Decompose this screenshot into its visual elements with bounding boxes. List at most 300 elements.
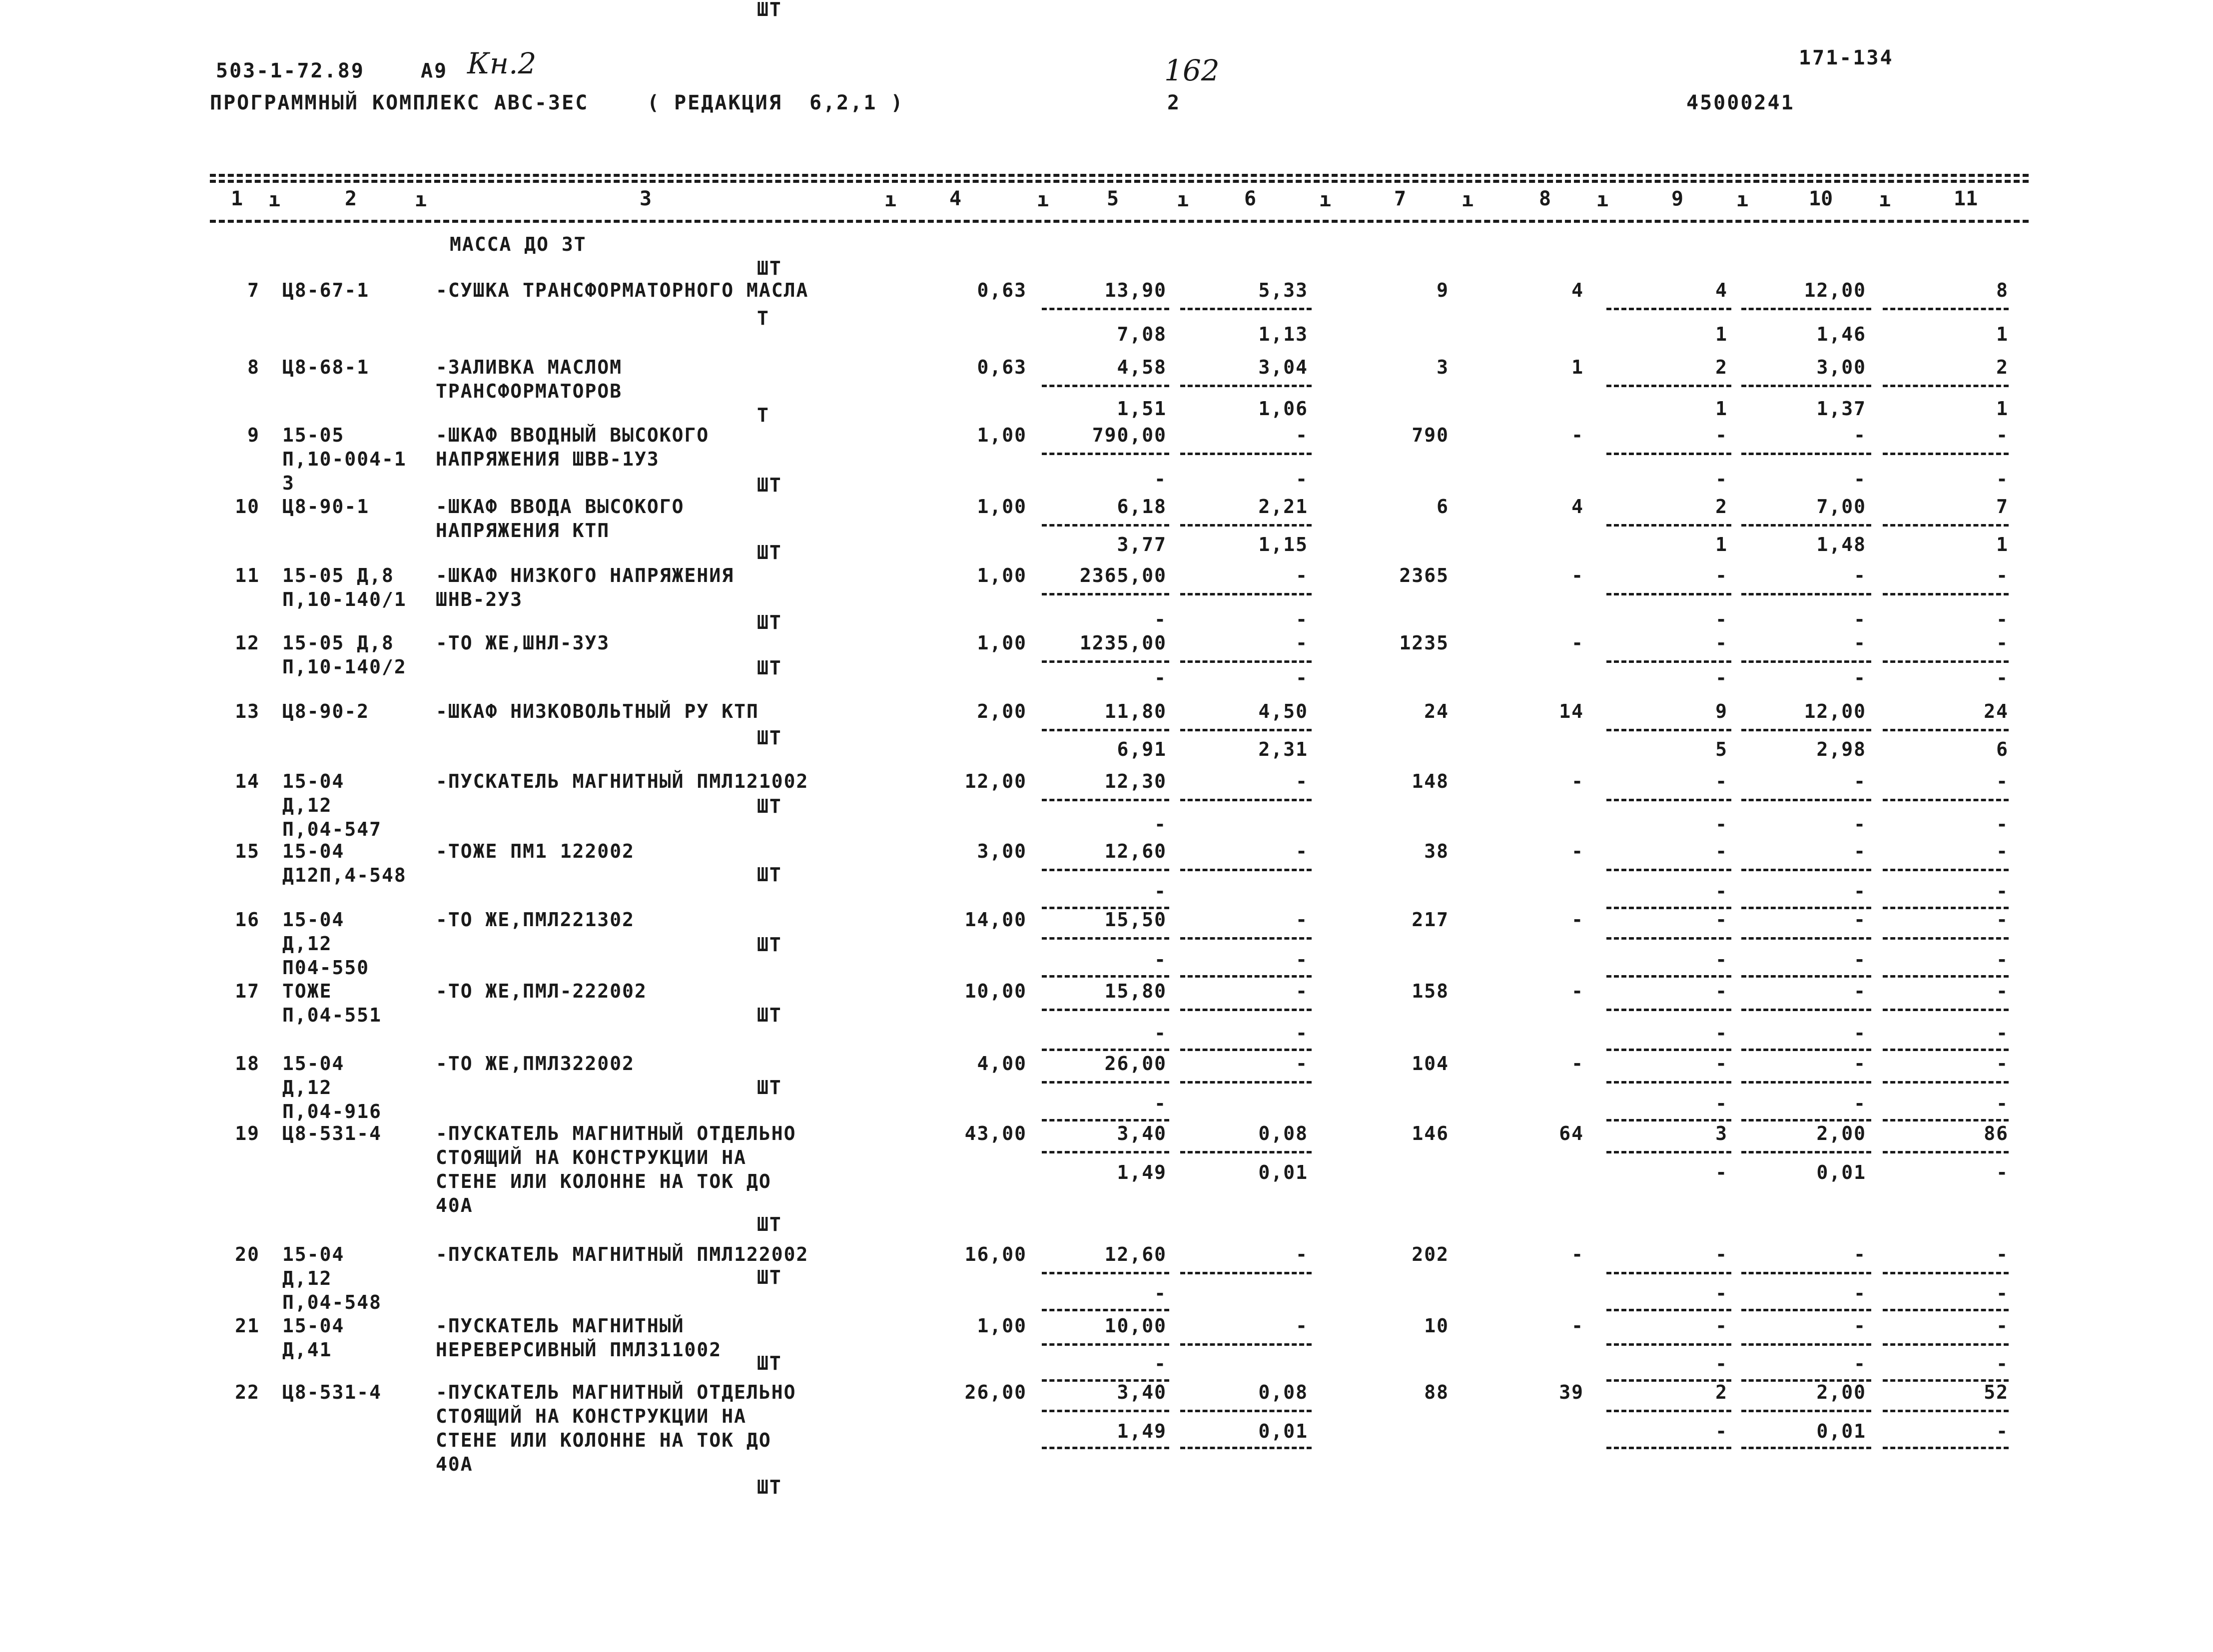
cell-c4: 1,00 [977, 496, 1027, 518]
cell-c6b: 1,13 [1258, 323, 1308, 345]
row-description: -ТО ЖЕ,ПМЛ322002 [436, 1053, 635, 1075]
cell-c11: 52 [1984, 1381, 2009, 1403]
row-code: Д,12 [282, 1077, 332, 1099]
row-code: 15-04 [282, 909, 345, 931]
cell-divider-c11 [1883, 937, 2009, 940]
row-code: П,04-547 [282, 818, 382, 840]
cell-c11b: - [1996, 468, 2009, 490]
cell-divider-c11 [1883, 1343, 2009, 1346]
cell-c8: - [1571, 980, 1584, 1002]
cell-c5b: - [1154, 813, 1167, 835]
cell-c7: 9 [1437, 279, 1449, 301]
cell-c8: 64 [1559, 1122, 1584, 1144]
column-number-7: 7 [1394, 187, 1407, 210]
cell-c4: 43,00 [964, 1122, 1027, 1144]
cell-c5: 11,80 [1104, 700, 1167, 722]
header-rule-mid [210, 180, 2029, 183]
column-separator: ı [1596, 188, 1609, 211]
cell-c11: - [1996, 1315, 2009, 1337]
row-number: 22 [235, 1381, 260, 1403]
cell-c4: 0,63 [977, 279, 1027, 301]
cell-divider-c9 [1606, 1119, 1731, 1121]
cell-c10b: - [1854, 1022, 1866, 1044]
cell-c10b: 2,98 [1816, 738, 1866, 760]
cell-c4: 1,00 [977, 564, 1027, 586]
row-number: 9 [247, 424, 260, 446]
cell-c10: - [1854, 1243, 1866, 1265]
cell-divider-c11 [1883, 1081, 2009, 1084]
cell-divider-c5 [1042, 799, 1169, 801]
cell-c11b: - [1996, 1093, 2009, 1114]
cell-c8: - [1571, 632, 1584, 654]
cell-divider-c11 [1883, 729, 2009, 731]
cell-divider-c11 [1883, 524, 2009, 527]
row-description: НЕРЕВЕРСИВНЫЙ ПМЛ311002 [436, 1339, 722, 1361]
cell-divider-c6 [1180, 937, 1312, 940]
column-separator: ı [415, 188, 427, 211]
cell-c4: 3,00 [977, 840, 1027, 862]
row-number: 10 [235, 496, 260, 518]
cell-c5: 12,30 [1104, 770, 1167, 792]
cell-c11: - [1996, 770, 2009, 792]
cell-c11b: - [1996, 667, 2009, 689]
row-code: Д,12 [282, 933, 332, 955]
row-number: 18 [235, 1053, 260, 1075]
cell-c6: - [1296, 840, 1308, 862]
cell-c10b: 1,37 [1816, 398, 1866, 420]
row-code: Ц8-68-1 [282, 356, 370, 378]
row-code: 15-04 [282, 1315, 345, 1337]
header-rule-bottom [210, 220, 2029, 223]
cell-divider-c6 [1180, 799, 1312, 801]
cell-c6: - [1296, 980, 1308, 1002]
cell-c7: 2365 [1399, 564, 1449, 586]
cell-c9b: - [1715, 1022, 1728, 1044]
row-code: Ц8-531-4 [282, 1122, 382, 1144]
cell-divider-c5 [1042, 1151, 1169, 1153]
cell-c11b: - [1996, 1353, 2009, 1375]
cell-c6: - [1296, 1053, 1308, 1075]
cell-c11: - [1996, 909, 2009, 931]
row-number: 17 [235, 980, 260, 1002]
cell-c11: - [1996, 1243, 2009, 1265]
cell-divider-c5 [1042, 593, 1169, 595]
row-number: 19 [235, 1122, 260, 1144]
cell-c11: 8 [1996, 279, 2009, 301]
cell-c11b: 1 [1996, 398, 2009, 420]
cell-c10b: - [1854, 949, 1866, 971]
cell-divider-c10 [1741, 385, 1871, 387]
cell-divider-c9 [1606, 660, 1731, 663]
cell-c9: - [1715, 840, 1728, 862]
cell-divider-c6 [1180, 453, 1312, 455]
cell-c6b: 0,01 [1258, 1420, 1308, 1442]
cell-c9b: 1 [1715, 398, 1728, 420]
section-heading: МАССА ДО 3Т [450, 233, 587, 255]
cell-c6: 5,33 [1258, 279, 1308, 301]
column-separator: ı [1037, 188, 1049, 211]
cell-c9b: - [1715, 813, 1728, 835]
cell-c4: 1,00 [977, 1315, 1027, 1337]
row-number: 16 [235, 909, 260, 931]
column-number-1: 1 [231, 187, 243, 210]
row-description: -ШКАФ НИЗКОВОЛЬТНЫЙ РУ КТП [436, 700, 759, 722]
cell-c9: 2 [1715, 356, 1728, 378]
cell-c11: - [1996, 632, 2009, 654]
unit-label: ШТ [757, 542, 782, 563]
cell-divider-c11 [1883, 1009, 2009, 1011]
cell-c11b: - [1996, 1022, 2009, 1044]
cell-c8: - [1571, 564, 1584, 586]
cell-divider-c9 [1606, 799, 1731, 801]
cell-divider-c5 [1042, 1272, 1169, 1274]
cell-c6b: - [1296, 667, 1308, 689]
cell-c9: - [1715, 980, 1728, 1002]
cell-c11: - [1996, 980, 2009, 1002]
cell-c8: 39 [1559, 1381, 1584, 1403]
cell-divider-c5 [1042, 1447, 1169, 1449]
cell-divider-c11 [1883, 799, 2009, 801]
column-separator: ı [1462, 188, 1474, 211]
unit-label: ШТ [757, 864, 782, 886]
row-description: -ТО ЖЕ,ПМЛ221302 [436, 909, 635, 931]
cell-c8: - [1571, 1243, 1584, 1265]
cell-divider-c5 [1042, 1119, 1169, 1121]
cell-c9: - [1715, 1315, 1728, 1337]
cell-divider-c5 [1042, 937, 1169, 940]
cell-c10b: - [1854, 1093, 1866, 1114]
row-code: П,04-548 [282, 1291, 382, 1313]
cell-c4: 1,00 [977, 424, 1027, 446]
column-number-11: 11 [1954, 187, 1978, 210]
row-description: -ТОЖЕ ПМ1 122002 [436, 840, 635, 862]
cell-divider-c6 [1180, 1272, 1312, 1274]
row-description: -ПУСКАТЕЛЬ МАГНИТНЫЙ ПМЛ122002 [436, 1243, 809, 1265]
cell-divider-c9 [1606, 1343, 1731, 1346]
cell-c5b: 1,49 [1117, 1161, 1167, 1183]
cell-c10b: - [1854, 813, 1866, 835]
cell-c5b: - [1154, 468, 1167, 490]
cell-divider-c11 [1883, 1049, 2009, 1051]
cell-c5: 15,50 [1104, 909, 1167, 931]
cell-divider-c11 [1883, 660, 2009, 663]
row-number: 13 [235, 700, 260, 722]
cell-divider-c10 [1741, 524, 1871, 527]
unit-label: ШТ [757, 1266, 782, 1288]
cell-c11b: - [1996, 608, 2009, 630]
cell-c11: - [1996, 1053, 2009, 1075]
cell-divider-c9 [1606, 453, 1731, 455]
column-number-6: 6 [1244, 187, 1257, 210]
album-label: А9 [421, 59, 448, 82]
cell-divider-c11 [1883, 1309, 2009, 1311]
cell-c10: - [1854, 632, 1866, 654]
row-description: СТЕНЕ ИЛИ КОЛОННЕ НА ТОК ДО [436, 1170, 771, 1192]
cell-divider-c6 [1180, 524, 1312, 527]
row-code: П,04-916 [282, 1101, 382, 1122]
cell-divider-c5 [1042, 524, 1169, 527]
column-number-3: 3 [640, 187, 652, 210]
cell-divider-c11 [1883, 1447, 2009, 1449]
cell-c11: - [1996, 564, 2009, 586]
cell-c6b: 0,01 [1258, 1161, 1308, 1183]
column-number-10: 10 [1809, 187, 1833, 210]
cell-c11: 24 [1984, 700, 2009, 722]
cell-c10: 2,00 [1816, 1381, 1866, 1403]
column-number-5: 5 [1107, 187, 1119, 210]
header-rule-top [210, 174, 2029, 177]
row-code: Ц8-90-1 [282, 496, 370, 518]
cell-c10: - [1854, 424, 1866, 446]
row-description: -ПУСКАТЕЛЬ МАГНИТНЫЙ ОТДЕЛЬНО [436, 1381, 796, 1403]
cell-c9b: 5 [1715, 738, 1728, 760]
cell-c10b: - [1854, 468, 1866, 490]
cell-c9b: - [1715, 1353, 1728, 1375]
cell-divider-c11 [1883, 975, 2009, 978]
cell-divider-c9 [1606, 593, 1731, 595]
row-code: П,04-551 [282, 1004, 382, 1026]
cell-divider-c11 [1883, 1410, 2009, 1412]
row-code: 15-04 [282, 1243, 345, 1265]
cell-c7: 158 [1412, 980, 1449, 1002]
cell-c11: 2 [1996, 356, 2009, 378]
cell-c6: 3,04 [1258, 356, 1308, 378]
cell-c5b: 1,49 [1117, 1420, 1167, 1442]
cell-divider-c10 [1741, 660, 1871, 663]
cell-divider-c10 [1741, 799, 1871, 801]
cell-c7: 6 [1437, 496, 1449, 518]
cell-c7: 217 [1412, 909, 1449, 931]
cell-divider-c9 [1606, 1379, 1731, 1382]
row-code: 15-05 [282, 424, 345, 446]
cell-c10b: 0,01 [1816, 1420, 1866, 1442]
cell-divider-c9 [1606, 729, 1731, 731]
doc-code: 503-1-72.89 [216, 59, 365, 82]
cell-c11: - [1996, 424, 2009, 446]
cell-c6: - [1296, 1315, 1308, 1337]
cell-c7: 88 [1424, 1381, 1449, 1403]
cell-c9b: - [1715, 1093, 1728, 1114]
cell-c10: - [1854, 1053, 1866, 1075]
cell-c8: - [1571, 840, 1584, 862]
cell-divider-c10 [1741, 975, 1871, 978]
cell-divider-c10 [1741, 937, 1871, 940]
cell-c5: 15,80 [1104, 980, 1167, 1002]
cell-c11: - [1996, 840, 2009, 862]
cell-divider-c10 [1741, 1309, 1871, 1311]
cell-c10b: - [1854, 667, 1866, 689]
cell-c9b: 1 [1715, 323, 1728, 345]
cell-c6: - [1296, 909, 1308, 931]
unit-label: ШТ [757, 795, 782, 817]
cell-c7: 790 [1412, 424, 1449, 446]
cell-divider-c9 [1606, 1081, 1731, 1084]
cell-c8: - [1571, 1315, 1584, 1337]
row-number: 21 [235, 1315, 260, 1337]
cell-c9b: - [1715, 1420, 1728, 1442]
cell-c6b: 1,06 [1258, 398, 1308, 420]
cell-divider-c11 [1883, 1151, 2009, 1153]
row-number: 14 [235, 770, 260, 792]
row-description: 40А [436, 1453, 473, 1475]
cell-c10b: 0,01 [1816, 1161, 1866, 1183]
cell-c5: 6,18 [1117, 496, 1167, 518]
cell-c5: 3,40 [1117, 1381, 1167, 1403]
row-number: 15 [235, 840, 260, 862]
cell-divider-c10 [1741, 1343, 1871, 1346]
cell-divider-c10 [1741, 308, 1871, 310]
program-title: ПРОГРАММНЫЙ КОМПЛЕКС АВС-3ЕС [210, 91, 589, 114]
row-code: ТОЖЕ [282, 980, 332, 1002]
cell-c10: - [1854, 1315, 1866, 1337]
cell-c8: - [1571, 770, 1584, 792]
cell-divider-c10 [1741, 907, 1871, 909]
row-code: Ц8-531-4 [282, 1381, 382, 1403]
cell-c5: 26,00 [1104, 1053, 1167, 1075]
cell-c5b: - [1154, 1093, 1167, 1114]
cell-c7: 38 [1424, 840, 1449, 862]
cell-c9: 2 [1715, 496, 1728, 518]
unit-label: ШТ [757, 474, 782, 496]
cell-divider-c5 [1042, 1009, 1169, 1011]
column-number-9: 9 [1671, 187, 1684, 210]
cell-c7: 24 [1424, 700, 1449, 722]
row-description: СТОЯЩИЙ НА КОНСТРУКЦИИ НА [436, 1405, 746, 1427]
cell-divider-c11 [1883, 308, 2009, 310]
cell-c5: 4,58 [1117, 356, 1167, 378]
row-description: -ШКАФ ВВОДА ВЫСОКОГО [436, 496, 685, 518]
row-description: -ШКАФ НИЗКОГО НАПРЯЖЕНИЯ [436, 564, 735, 586]
column-separator: ı [1177, 188, 1189, 211]
column-separator: ı [884, 188, 897, 211]
document-id: 45000241 [1686, 91, 1795, 114]
cell-c9: - [1715, 1243, 1728, 1265]
cell-c8: - [1571, 909, 1584, 931]
unit-label: ШТ [757, 657, 782, 679]
cell-c5b: 1,51 [1117, 398, 1167, 420]
cell-c8: 4 [1571, 279, 1584, 301]
unit-label: ШТ [757, 934, 782, 956]
cell-divider-c9 [1606, 937, 1731, 940]
row-description: -ПУСКАТЕЛЬ МАГНИТНЫЙ ПМЛ121002 [436, 770, 809, 792]
unit-label: ШТ [757, 1213, 782, 1235]
cell-c7: 104 [1412, 1053, 1449, 1075]
cell-c10b: 1,48 [1816, 534, 1866, 555]
cell-c10: 7,00 [1816, 496, 1866, 518]
cell-c7: 146 [1412, 1122, 1449, 1144]
cell-c7: 202 [1412, 1243, 1449, 1265]
cell-c4: 26,00 [964, 1381, 1027, 1403]
row-description: -ТО ЖЕ,ШНЛ-3УЗ [436, 632, 610, 654]
cell-c10: 2,00 [1816, 1122, 1866, 1144]
cell-divider-c11 [1883, 1272, 2009, 1274]
cell-divider-c6 [1180, 1343, 1312, 1346]
cell-c6b: - [1296, 468, 1308, 490]
row-code: П04-550 [282, 957, 370, 979]
row-description: 40А [436, 1194, 473, 1216]
cell-c10: - [1854, 840, 1866, 862]
cell-c9: 2 [1715, 1381, 1728, 1403]
cell-divider-c10 [1741, 1119, 1871, 1121]
cell-c5b: 3,77 [1117, 534, 1167, 555]
cell-c10b: - [1854, 1353, 1866, 1375]
unit-label: Т [757, 307, 769, 329]
cell-c4: 14,00 [964, 909, 1027, 931]
cell-divider-c9 [1606, 1447, 1731, 1449]
cell-c10: 12,00 [1804, 279, 1866, 301]
row-code: Д,12 [282, 794, 332, 816]
cell-c5b: 6,91 [1117, 738, 1167, 760]
cell-divider-c9 [1606, 1410, 1731, 1412]
cell-divider-c6 [1180, 869, 1312, 871]
cell-divider-c11 [1883, 453, 2009, 455]
row-code: 15-04 [282, 1053, 345, 1075]
column-number-8: 8 [1539, 187, 1551, 210]
row-code: Д,41 [282, 1339, 332, 1361]
cell-c5b: - [1154, 880, 1167, 902]
cell-divider-c9 [1606, 385, 1731, 387]
column-separator: ı [1319, 188, 1332, 211]
column-number-2: 2 [345, 187, 357, 210]
row-number: 7 [247, 279, 260, 301]
cell-c10: - [1854, 564, 1866, 586]
cell-divider-c6 [1180, 729, 1312, 731]
cell-divider-c5 [1042, 975, 1169, 978]
unit-label: ШТ [757, 727, 782, 749]
unit-label: ШТ [757, 257, 782, 279]
unit-label: ШТ [757, 611, 782, 633]
sheet-code: 171-134 [1799, 46, 1894, 69]
cell-c8: 4 [1571, 496, 1584, 518]
cell-divider-c11 [1883, 385, 2009, 387]
row-description: -ПУСКАТЕЛЬ МАГНИТНЫЙ [436, 1315, 685, 1337]
cell-divider-c10 [1741, 1151, 1871, 1153]
cell-divider-c9 [1606, 907, 1731, 909]
cell-divider-c11 [1883, 869, 2009, 871]
cell-c11b: - [1996, 949, 2009, 971]
cell-divider-c6 [1180, 385, 1312, 387]
row-description: -ПУСКАТЕЛЬ МАГНИТНЫЙ ОТДЕЛЬНО [436, 1122, 796, 1144]
row-code: П,10-004-1 [282, 448, 407, 470]
cell-c11b: - [1996, 880, 2009, 902]
cell-c7: 3 [1437, 356, 1449, 378]
cell-divider-c11 [1883, 1119, 2009, 1121]
cell-c4: 2,00 [977, 700, 1027, 722]
cell-c9: - [1715, 564, 1728, 586]
cell-c10b: 1,46 [1816, 323, 1866, 345]
cell-divider-c5 [1042, 453, 1169, 455]
cell-c5b: - [1154, 667, 1167, 689]
cell-divider-c5 [1042, 1049, 1169, 1051]
row-code: 15-05 Д,8 [282, 632, 394, 654]
cell-c4: 1,00 [977, 632, 1027, 654]
cell-divider-c6 [1180, 593, 1312, 595]
cell-c9: 9 [1715, 700, 1728, 722]
row-code: 15-04 [282, 840, 345, 862]
cell-divider-c5 [1042, 1309, 1169, 1311]
unit-label: ШТ [757, 0, 782, 20]
cell-divider-c6 [1180, 1049, 1312, 1051]
cell-divider-c9 [1606, 869, 1731, 871]
cell-c6: - [1296, 424, 1308, 446]
cell-c10b: - [1854, 1282, 1866, 1304]
cell-c9b: - [1715, 1282, 1728, 1304]
cell-divider-c5 [1042, 1081, 1169, 1084]
cell-c6b: - [1296, 608, 1308, 630]
cell-c7: 10 [1424, 1315, 1449, 1337]
row-description: -ШКАФ ВВОДНЫЙ ВЫСОКОГО [436, 424, 710, 446]
row-number: 12 [235, 632, 260, 654]
